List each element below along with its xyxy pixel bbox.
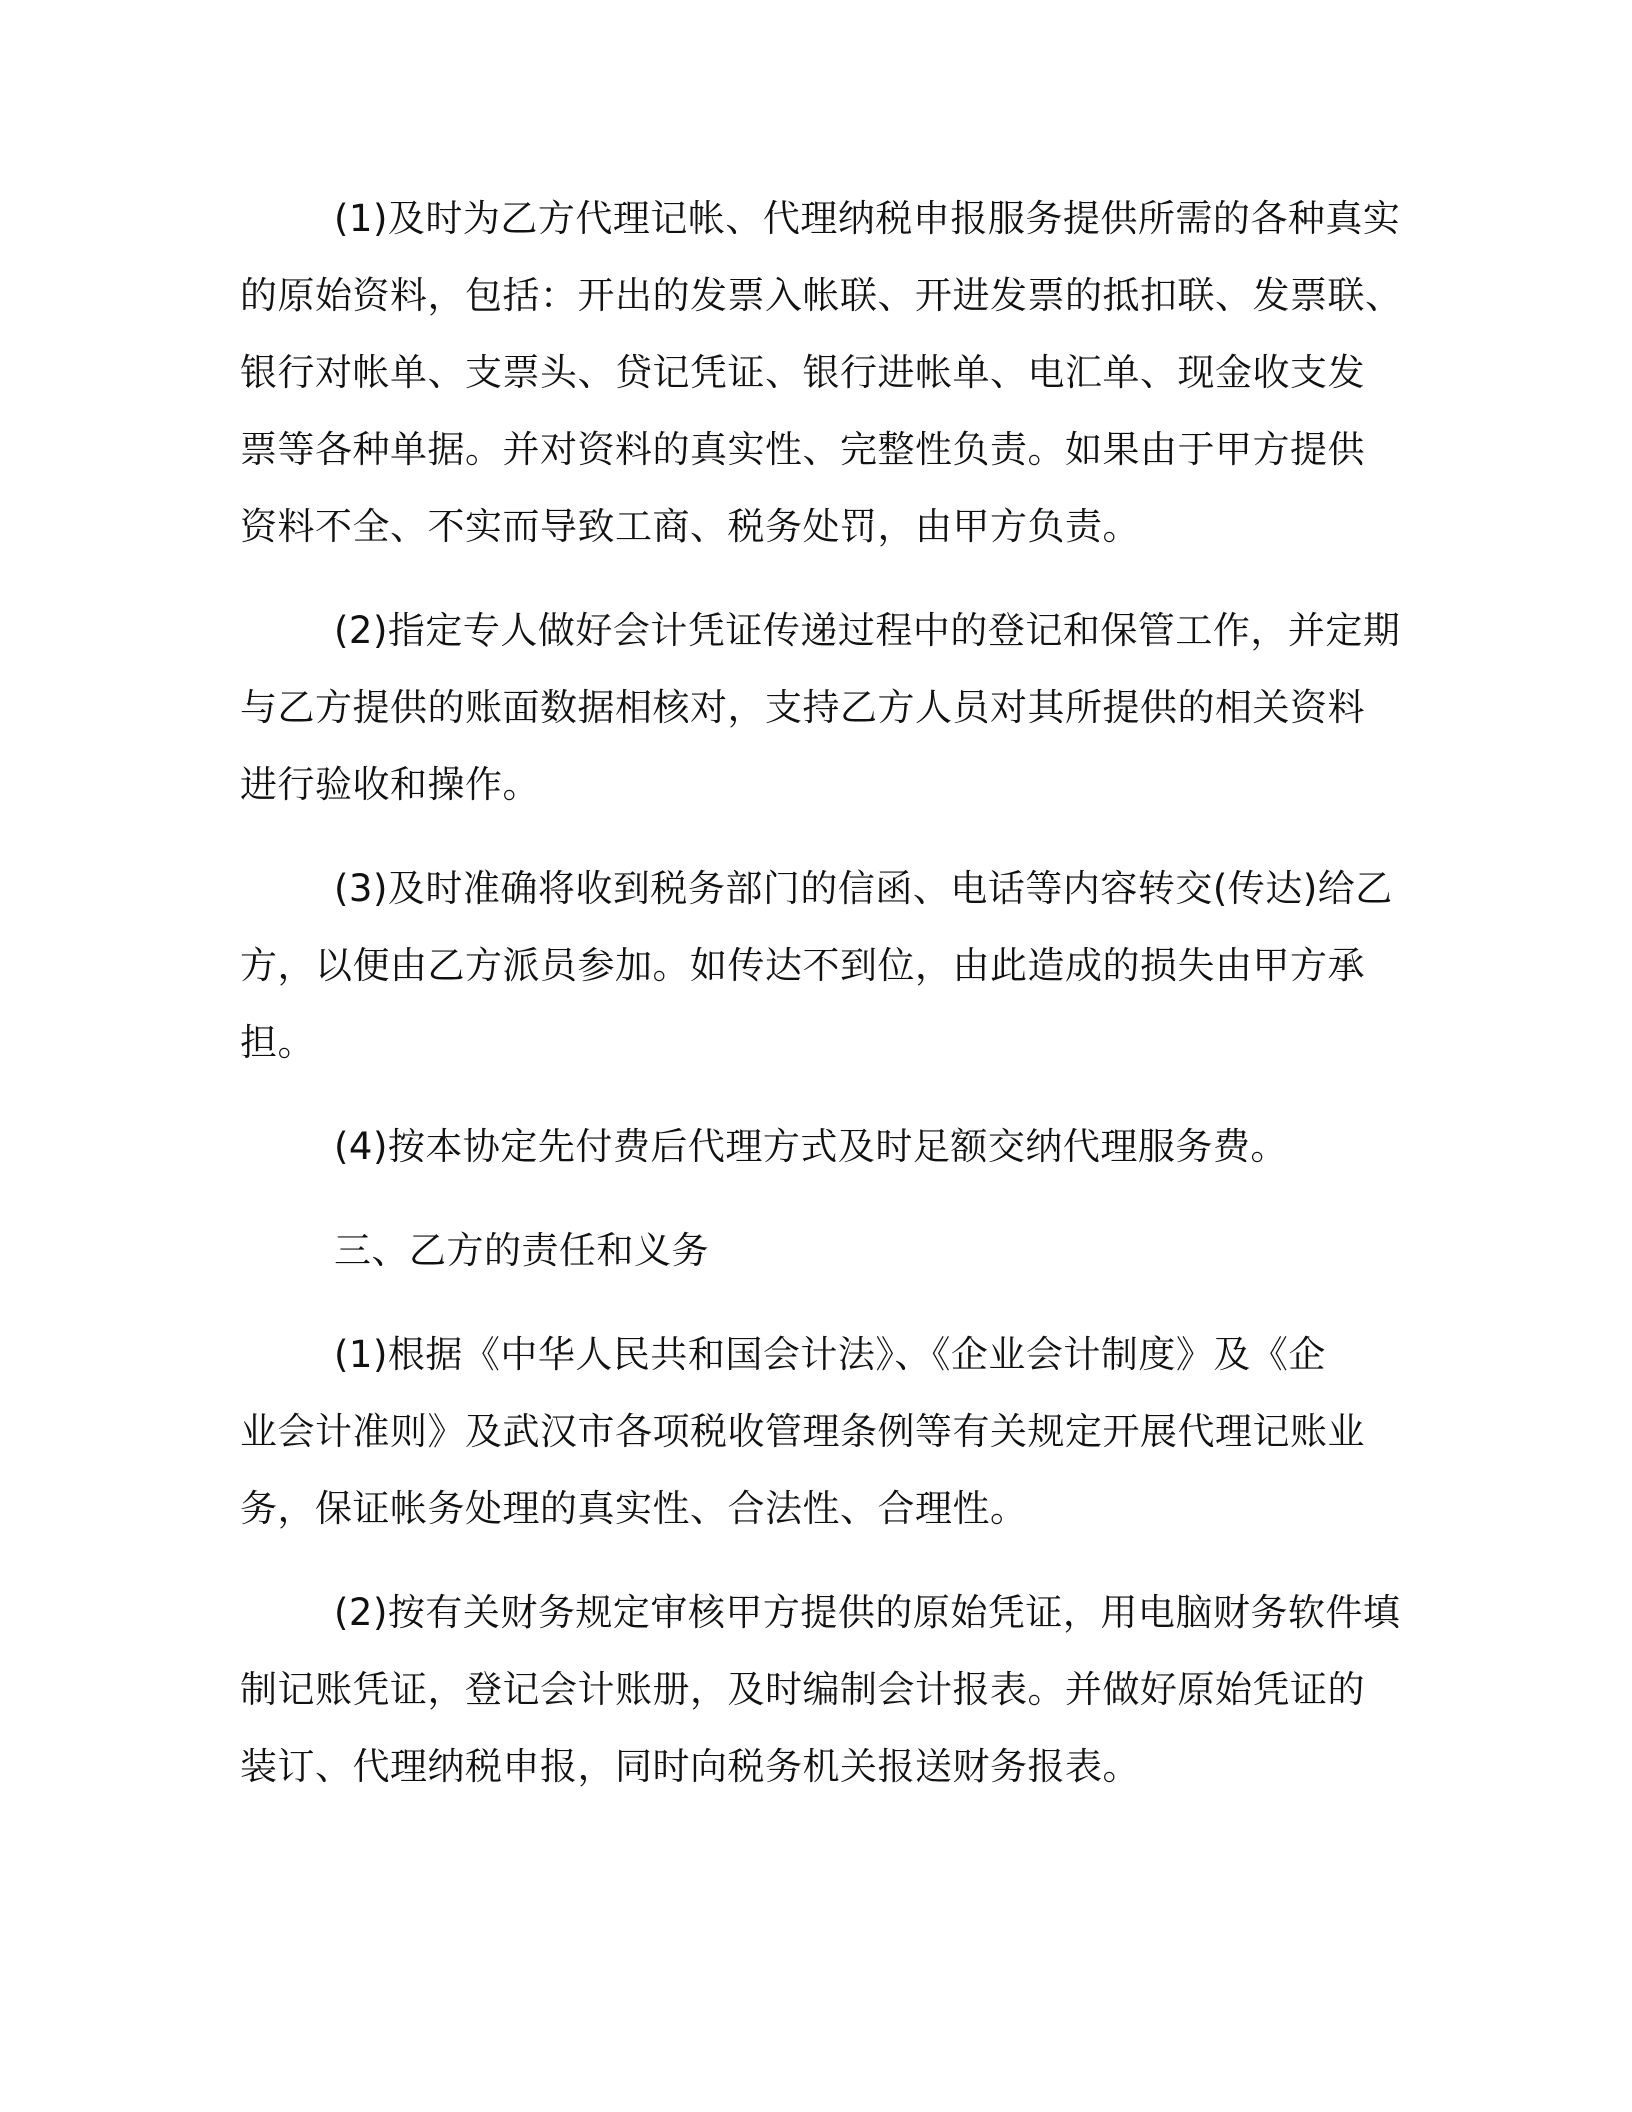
text-line: 进行验收和操作。 [240,763,540,806]
text-line: 与乙方提供的账面数据相核对，支持乙方人员对其所提供的相关资料 [240,686,1365,729]
text-line: 银行对帐单、支票头、贷记凭证、银行进帐单、电汇单、现金收支发 [240,351,1365,394]
text-line: (3)及时准确将收到税务部门的信函、电话等内容转交(传达)给乙 [334,867,1393,910]
paragraph-party-b-duty-2 [240,1574,1401,1805]
text-line: 业会计准则》及武汉市各项税收管理条例等有关规定开展代理记账业 [240,1410,1365,1453]
text-line: 制记账凭证，登记会计账册，及时编制会计报表。并做好原始凭证的 [240,1668,1365,1711]
paragraph-party-a-duty-3 [240,850,1393,1081]
paragraph-party-a-duty-2 [240,592,1401,823]
text-line: 的原始资料，包括：开出的发票入帐联、开进发票的抵扣联、发票联、 [240,274,1403,317]
text-line: (2)指定专人做好会计凭证传递过程中的登记和保管工作，并定期 [334,609,1401,652]
text-line: 票等各种单据。并对资料的真实性、完整性负责。如果由于甲方提供 [240,428,1365,471]
section-heading-party-b [240,1212,1390,1289]
text-line: (1)及时为乙方代理记帐、代理纳税申报服务提供所需的各种真实 [334,197,1401,240]
text-line: 资料不全、不实而导致工商、税务处罚，由甲方负责。 [240,505,1140,548]
text-line: 方，以便由乙方派员参加。如传达不到位，由此造成的损失由甲方承 [240,944,1365,987]
paragraph-party-a-duty-4 [240,1108,1390,1185]
paragraph-party-a-duty-1 [240,180,1403,565]
text-line: 务，保证帐务处理的真实性、合法性、合理性。 [240,1487,1028,1530]
text-line: (4)按本协定先付费后代理方式及时足额交纳代理服务费。 [334,1125,1288,1168]
paragraph-party-b-duty-1 [240,1316,1390,1547]
text-line: 三、乙方的责任和义务 [334,1229,709,1272]
text-line: 装订、代理纳税申报，同时向税务机关报送财务报表。 [240,1745,1140,1788]
document-page [240,180,1403,1832]
text-line: (2)按有关财务规定审核甲方提供的原始凭证，用电脑财务软件填 [334,1591,1401,1634]
text-line: 担。 [240,1021,315,1064]
text-line: (1)根据《中华人民共和国会计法》、《企业会计制度》及《企 [334,1333,1326,1376]
